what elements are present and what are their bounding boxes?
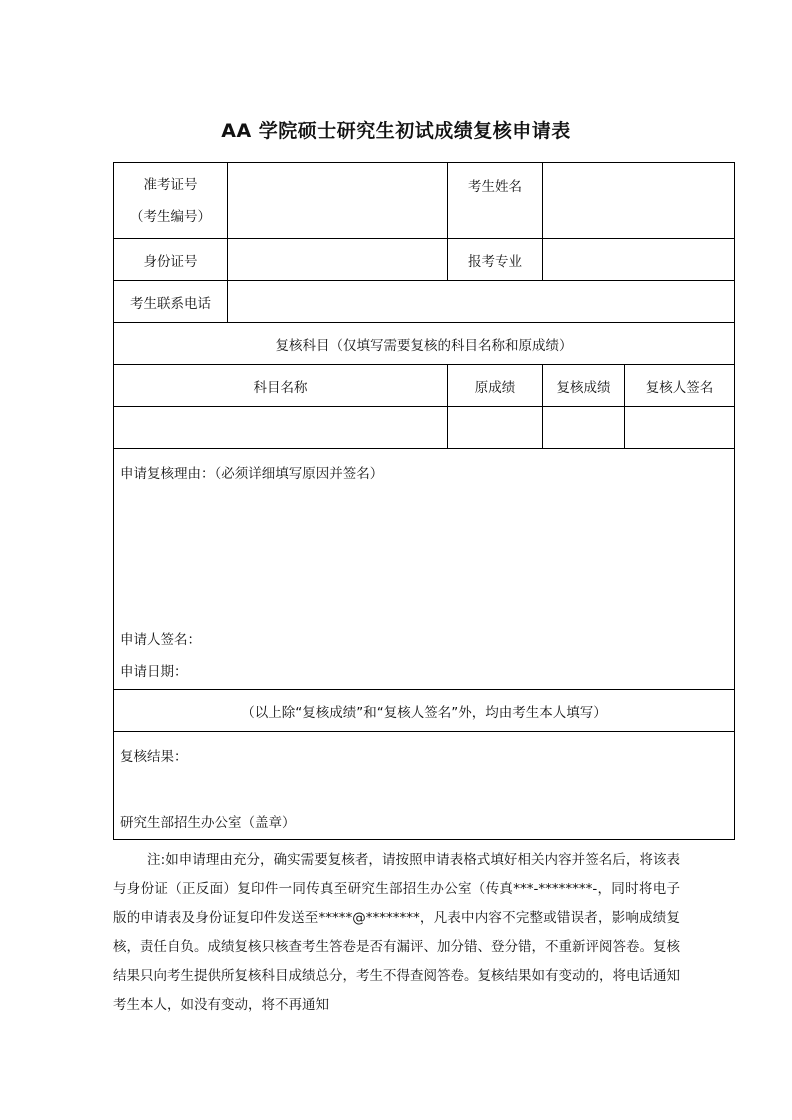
col-original-header: 原成绩 <box>448 365 543 407</box>
exam-id-label: 准考证号 <box>143 176 198 193</box>
phone-label: 考生联系电话 <box>114 281 228 323</box>
reviewer-sign-field[interactable] <box>625 407 735 449</box>
reason-label: 申请复核理由：（必须详细填写原因并签名） <box>120 466 384 482</box>
major-label: 报考专业 <box>448 239 543 281</box>
major-field[interactable] <box>543 239 735 281</box>
result-section[interactable] <box>114 732 735 840</box>
office-stamp-label: 研究生部招生办公室（盖章） <box>120 815 296 831</box>
apply-date-label: 申请日期： <box>120 664 188 680</box>
notes-paragraph <box>113 846 680 1020</box>
col-review-header: 复核成绩 <box>543 365 625 407</box>
subjects-header: 复核科目（仅填写需要复核的科目名称和原成绩） <box>114 323 735 365</box>
col-reviewer-header: 复核人签名 <box>625 365 735 407</box>
name-field[interactable] <box>543 163 735 239</box>
name-label: 考生姓名 <box>448 163 543 239</box>
page-title: AA 学院硕士研究生初试成绩复核申请表 <box>221 120 571 142</box>
id-card-label: 身份证号 <box>114 239 228 281</box>
original-score-field[interactable] <box>448 407 543 449</box>
phone-field[interactable] <box>228 281 735 323</box>
exam-number-label: （考生编号） <box>130 208 211 225</box>
col-subject-header: 科目名称 <box>114 365 448 407</box>
exam-id-label-cell <box>114 163 228 239</box>
id-card-field[interactable] <box>228 239 448 281</box>
reason-section[interactable] <box>114 449 735 690</box>
exam-id-field[interactable] <box>228 163 448 239</box>
result-label: 复核结果： <box>120 749 188 765</box>
application-form-table <box>113 162 735 840</box>
applicant-sign-label: 申请人签名： <box>120 632 201 648</box>
review-score-field[interactable] <box>543 407 625 449</box>
fill-note: （以上除“复核成绩”和“复核人签名”外，均由考生本人填写） <box>114 690 735 732</box>
subject-name-field[interactable] <box>114 407 448 449</box>
notes-text: 注:如申请理由充分，确实需要复核者，请按照申请表格式填好相关内容并签名后，将该表与身份证（正反面）复印件一同传真至研究生部招生办公室（传真***-********-，同时将电子版的申请表及身份证复印件发送至*****@********，凡表中内容不完整或错误者，影响成绩复核，责任自负。成绩复核只核查考生答卷是否有漏评、加分错、登分错，不重新评阅答卷。复核结果只向考生提供所复核科目成绩总分，考生不得查阅答卷。复核结果如有变动的，将电话通知考生本人，如没有变动，将不再通知 <box>113 852 680 1013</box>
